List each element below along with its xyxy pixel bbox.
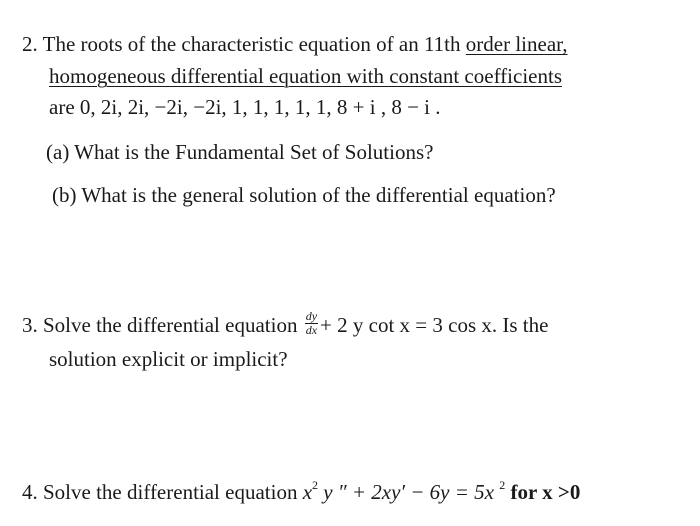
fraction-denominator: dx — [305, 322, 318, 337]
q3-line-1-text: 3. Solve the differential equation — [22, 312, 303, 337]
q2-line-1 — [22, 34, 568, 55]
q2-line-1-text: 2. The roots of the characteristic equation of an 11th — [22, 32, 466, 56]
q4-equation: y ″ + 2xy′ − 6y = 5x — [318, 480, 500, 504]
q4-equation-x: x — [302, 480, 313, 504]
q2-part-a: (a) What is the Fundamental Set of Solutions? — [46, 140, 434, 164]
q3-line-1-rest: + 2 y cot x = 3 cos x. Is the — [320, 312, 549, 337]
q3-line-1 — [22, 309, 549, 340]
q2-line-3: are 0, 2i, 2i, −2i, −2i, 1, 1, 1, 1, 1, 8 + i , 8 − i . — [49, 95, 441, 119]
dy-dx-fraction — [305, 310, 318, 336]
q3-line-2: solution explicit or implicit? — [49, 347, 288, 371]
q2-line-2: homogeneous differential equation with constant coefficients — [49, 64, 562, 88]
q4-text: 4. Solve the differential equation — [22, 480, 303, 504]
fraction-numerator: dy — [305, 309, 318, 323]
q2-line-1-underlined: order linear, — [465, 32, 568, 56]
q4-condition: for x >0 — [505, 480, 581, 504]
q4-line — [22, 478, 581, 504]
q2-part-b: (b) What is the general solution of the differential equation? — [52, 183, 556, 207]
q4-exponent-1: 2 — [312, 478, 319, 492]
q4-exponent-2: 2 — [499, 478, 506, 492]
